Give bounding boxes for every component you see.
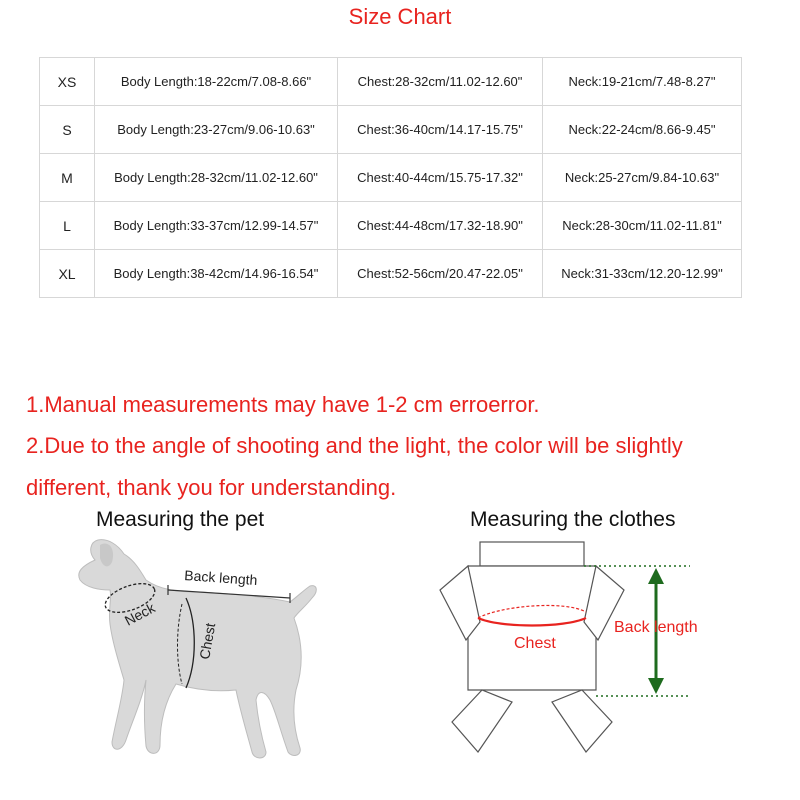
body-length-cell: Body Length:38-42cm/14.96-16.54" bbox=[95, 250, 338, 298]
back-length-label: Back length bbox=[183, 567, 258, 589]
size-cell: XS bbox=[40, 58, 95, 106]
body-length-cell: Body Length:33-37cm/12.99-14.57" bbox=[95, 202, 338, 250]
note-line-1: 1.Manual measurements may have 1-2 cm erroerror. bbox=[26, 392, 540, 417]
note-line-2: 2.Due to the angle of shooting and the light, the color will be slightly bbox=[26, 433, 683, 458]
chest-cell: Chest:28-32cm/11.02-12.60" bbox=[338, 58, 543, 106]
neck-cell: Neck:19-21cm/7.48-8.27" bbox=[543, 58, 742, 106]
body-length-cell: Body Length:28-32cm/11.02-12.60" bbox=[95, 154, 338, 202]
neck-cell: Neck:28-30cm/11.02-11.81" bbox=[543, 202, 742, 250]
neck-label: Neck bbox=[121, 599, 158, 629]
body-length-cell: Body Length:23-27cm/9.06-10.63" bbox=[95, 106, 338, 154]
clothes-diagram-heading: Measuring the clothes bbox=[470, 508, 676, 531]
neck-cell: Neck:22-24cm/8.66-9.45" bbox=[543, 106, 742, 154]
size-cell: L bbox=[40, 202, 95, 250]
chest-cell: Chest:36-40cm/14.17-15.75" bbox=[338, 106, 543, 154]
chest-cell: Chest:40-44cm/15.75-17.32" bbox=[338, 154, 543, 202]
note-line-3: different, thank you for understanding. bbox=[26, 475, 397, 500]
pet-diagram-heading: Measuring the pet bbox=[96, 508, 265, 531]
chest-cell: Chest:44-48cm/17.32-18.90" bbox=[338, 202, 543, 250]
clothes-back-length-label: Back length bbox=[614, 619, 698, 636]
neck-cell: Neck:31-33cm/12.20-12.99" bbox=[543, 250, 742, 298]
size-cell: XL bbox=[40, 250, 95, 298]
chest-cell: Chest:52-56cm/20.47-22.05" bbox=[338, 250, 543, 298]
size-cell: M bbox=[40, 154, 95, 202]
neck-cell: Neck:25-27cm/9.84-10.63" bbox=[543, 154, 742, 202]
page-title: Size Chart bbox=[348, 4, 452, 29]
body-length-cell: Body Length:18-22cm/7.08-8.66" bbox=[95, 58, 338, 106]
chest-label: Chest bbox=[196, 621, 219, 661]
size-cell: S bbox=[40, 106, 95, 154]
clothes-chest-label: Chest bbox=[514, 635, 556, 652]
